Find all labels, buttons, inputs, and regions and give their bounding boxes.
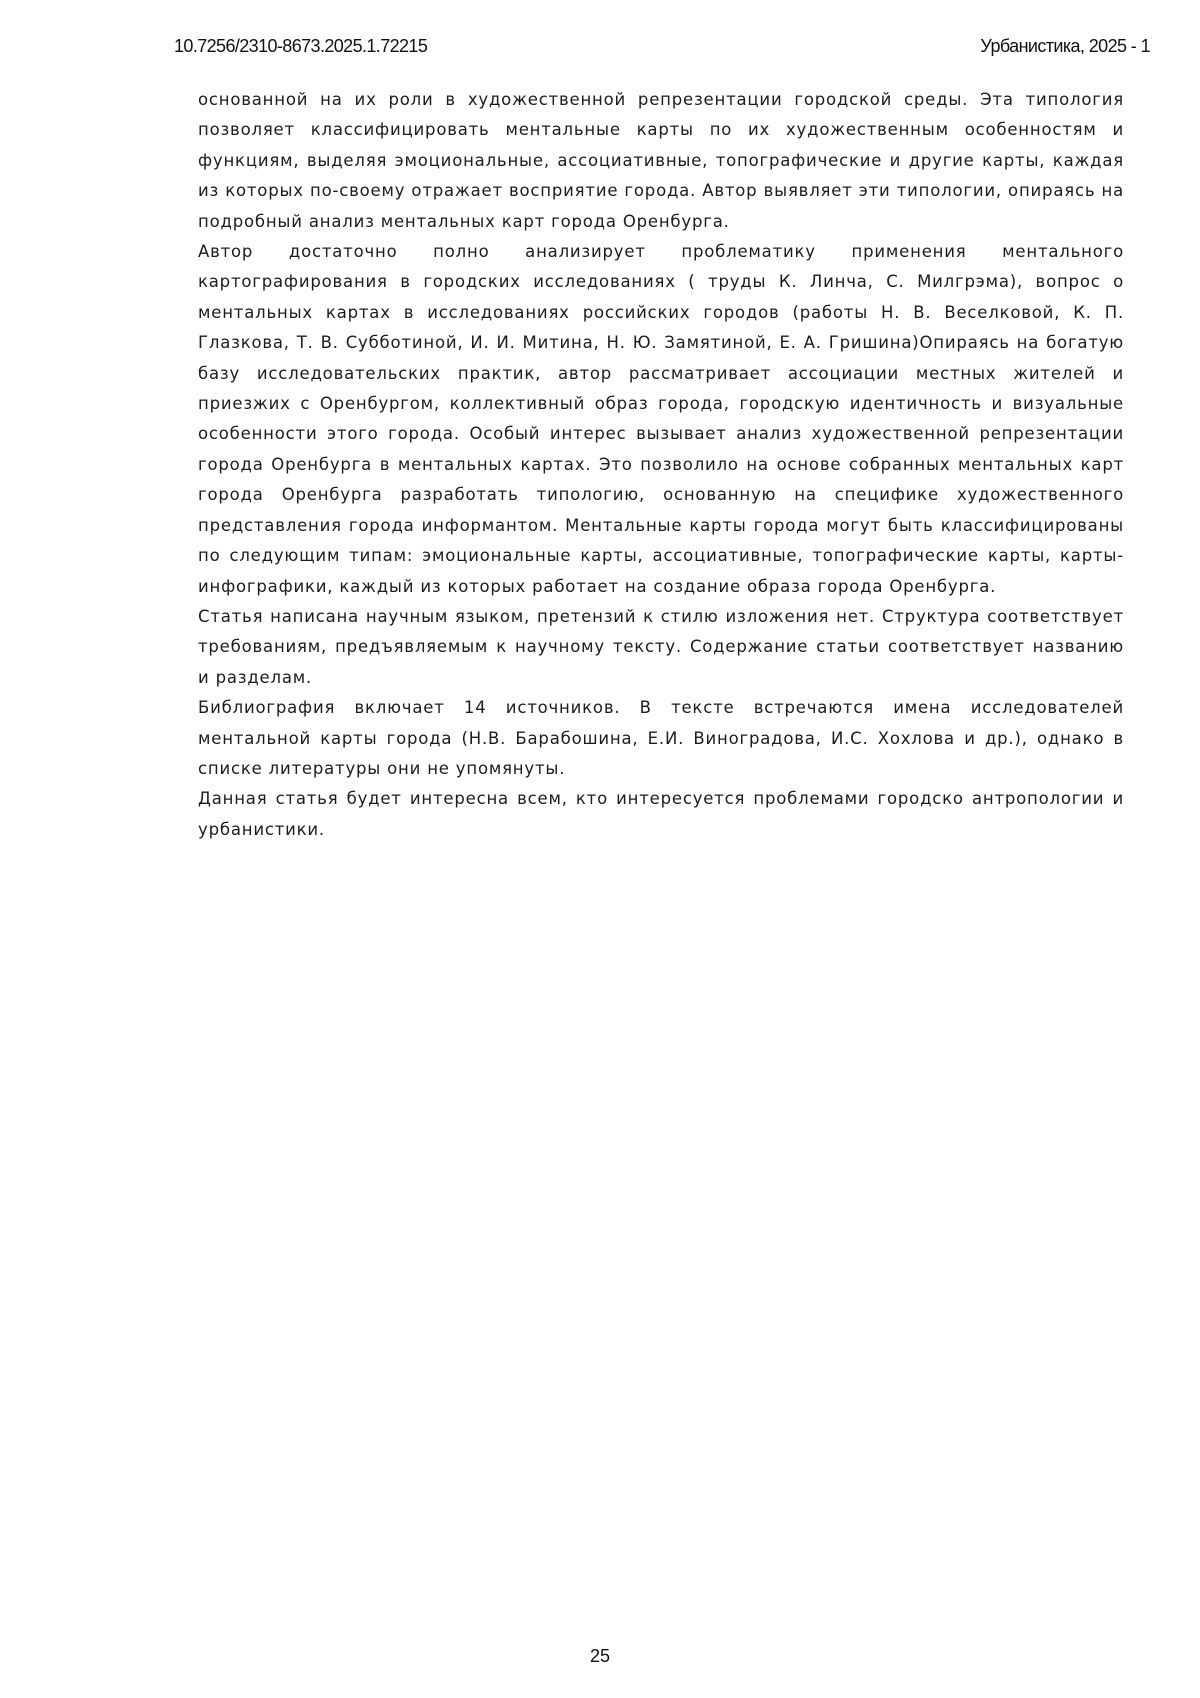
article-body — [198, 85, 1124, 845]
doi-label: 10.7256/2310-8673.2025.1.72215 — [174, 36, 428, 56]
paragraph: Данная статья будет интересна всем, кто интересуется проблемами городско антропологии и урбанистики. — [198, 789, 1124, 839]
page-header — [174, 36, 1150, 62]
page-number: 25 — [589, 1646, 611, 1666]
paragraph: Статья написана научным языком, претензий к стилю изложения нет. Структура соответствует требованиям, предъявляемым к научному тексту. Содержание статьи соответствует названию и разделам. — [198, 606, 1124, 687]
journal-issue-label: Урбанистика, 2025 - 1 — [980, 36, 1150, 56]
paragraph: основанной на их роли в художественной репрезентации городской среды. Эта типология позволяет классифицировать ментальные карты по их художественным особенностям и функциям, выделяя эмоциональные, ассоциативные, топографические и другие карты, каждая из которых по-своему отражает восприятие города. Автор выявляет эти типологии, опираясь на подробный анализ ментальных карт города Оренбурга. — [198, 90, 1124, 231]
paragraph: Библиография включает 14 источников. В тексте встречаются имена исследователей ментальной карты города (Н.В. Барабошина, Е.И. Виноградова, И.С. Хохлова и др.), однако в списке литературы они не упомянуты. — [198, 698, 1124, 778]
paragraph: Автор достаточно полно анализирует проблематику применения ментального картографирования в городских исследованиях ( труды К. Линча, С. Милгрэма), вопрос о ментальных картах в исследованиях российских городов (работы Н. В. Веселковой, К. П. Глазкова, Т. В. Субботиной, И. И. Митина, Н. Ю. Замятиной, Е. А. Гришина)Опираясь на богатую базу исследовательских практик, автор рассматривает ассоциации местных жителей и приезжих с Оренбургом, коллективный образ города, городскую идентичность и визуальные особенности этого города. Особый интерес вызывает анализ художественной репрезентации города Оренбурга в ментальных картах. Это позволило на основе собранных ментальных карт города Оренбурга разработать типологию, основанную на специфике художественного представления города информантом. Ментальные карты города могут быть классифицированы по следующим типам: эмоциональные карты, ассоциативные, топографические карты, карты-инфографики, каждый из которых работает на создание образа города Оренбурга. — [198, 242, 1124, 596]
